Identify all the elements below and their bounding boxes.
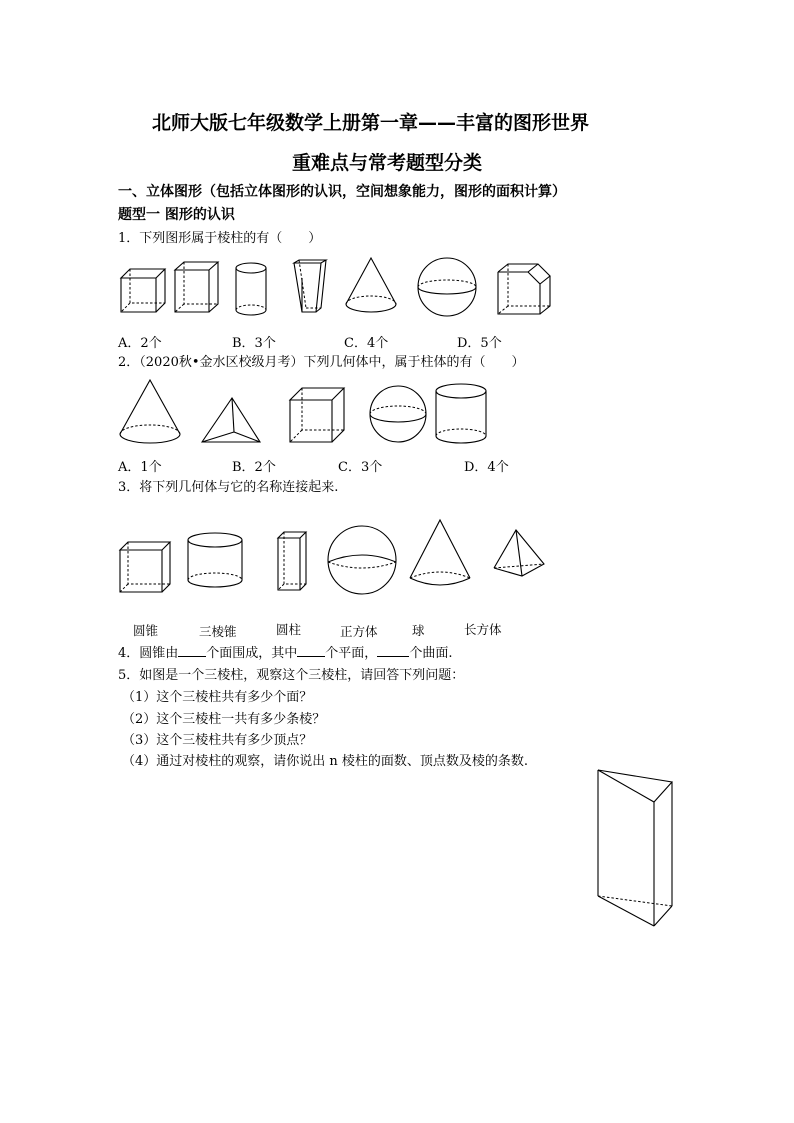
q2-option-d: D．4个 xyxy=(464,460,509,475)
q3-name-cone: 圆锥 xyxy=(133,623,159,638)
q3-name-cube: 正方体 xyxy=(340,624,378,639)
q2-cone-figure xyxy=(120,380,180,443)
q1-option-b: B．3个 xyxy=(232,336,276,351)
q5-triangular-prism-figure xyxy=(594,766,676,930)
q1-option-d: D．5个 xyxy=(457,336,502,351)
q2-option-b: B．2个 xyxy=(232,460,276,475)
q3-stem: 3．将下列几何体与它的名称连接起来. xyxy=(118,480,339,495)
q3-name-cuboid: 长方体 xyxy=(464,622,502,637)
q4-part-4: 个曲面. xyxy=(409,646,453,661)
q5-part-4: （4）通过对棱柱的观察，请你说出 n 棱柱的面数、顶点数及棱的条数. xyxy=(122,754,529,769)
q4-part-2: 个面围成，其中 xyxy=(206,646,298,661)
q2-stem: 2．（2020秋•金水区校级月考）下列几何体中，属于柱体的有（ ） xyxy=(118,355,525,370)
q5-part-1: （1）这个三棱柱共有多少个面？ xyxy=(122,690,313,705)
q1-cuboid-figure xyxy=(175,262,218,312)
q3-sphere-figure xyxy=(328,526,396,594)
q4-part-3: 个平面， xyxy=(325,646,378,661)
q3-pyramid-figure xyxy=(494,530,544,576)
q3-name-sphere: 球 xyxy=(412,623,425,638)
q1-cut-cube-figure xyxy=(498,264,550,314)
q3-name-cylinder: 圆柱 xyxy=(276,622,302,637)
q4-part-1: 4．圆锥由 xyxy=(118,646,179,661)
q2-sphere-figure xyxy=(370,386,426,442)
q1-frustum-figure xyxy=(294,260,326,312)
section-heading: 一、立体图形（包括立体图形的认识，空间想象能力，图形的面积计算） xyxy=(118,184,566,200)
q1-cylinder-figure xyxy=(236,263,266,315)
q3-cylinder-figure xyxy=(188,533,242,587)
q1-cube-figure xyxy=(121,269,165,312)
q3-cuboid-figure xyxy=(278,532,306,590)
q3-figures xyxy=(118,518,548,594)
q1-option-c: C．4个 xyxy=(344,336,389,351)
q2-option-c: C．3个 xyxy=(338,460,383,475)
q4-text xyxy=(118,642,452,661)
q1-cone-figure xyxy=(346,258,396,312)
q5-part-2: （2）这个三棱柱一共有多少条棱？ xyxy=(122,712,326,727)
q2-pyramid-figure xyxy=(202,398,260,442)
q4-blank-planes[interactable] xyxy=(297,643,325,657)
question-type-heading: 题型一 图形的认识 xyxy=(118,207,235,223)
q1-sphere-figure xyxy=(418,258,476,316)
page-title: 北师大版七年级数学上册第一章——丰富的图形世界 xyxy=(152,112,590,134)
q5-stem: 5．如图是一个三棱柱，观察这个三棱柱，请回答下列问题： xyxy=(118,668,465,683)
q3-cone-figure xyxy=(410,520,470,585)
q4-blank-curved[interactable] xyxy=(377,643,409,657)
q2-cylinder-figure xyxy=(436,384,486,443)
q3-name-triangular-pyramid: 三棱锥 xyxy=(199,624,237,639)
q3-cube-figure xyxy=(120,542,170,592)
q2-figures xyxy=(118,378,498,448)
q2-cube-figure xyxy=(290,388,344,442)
page-subtitle: 重难点与常考题型分类 xyxy=(292,152,483,174)
q1-option-a: A．2个 xyxy=(118,336,162,351)
q5-part-3: （3）这个三棱柱共有多少顶点？ xyxy=(122,733,313,748)
q1-figures xyxy=(118,258,558,320)
q2-option-a: A．1个 xyxy=(118,460,162,475)
q1-stem: 1．下列图形属于棱柱的有（ ） xyxy=(118,231,322,246)
q4-blank-faces[interactable] xyxy=(178,643,206,657)
